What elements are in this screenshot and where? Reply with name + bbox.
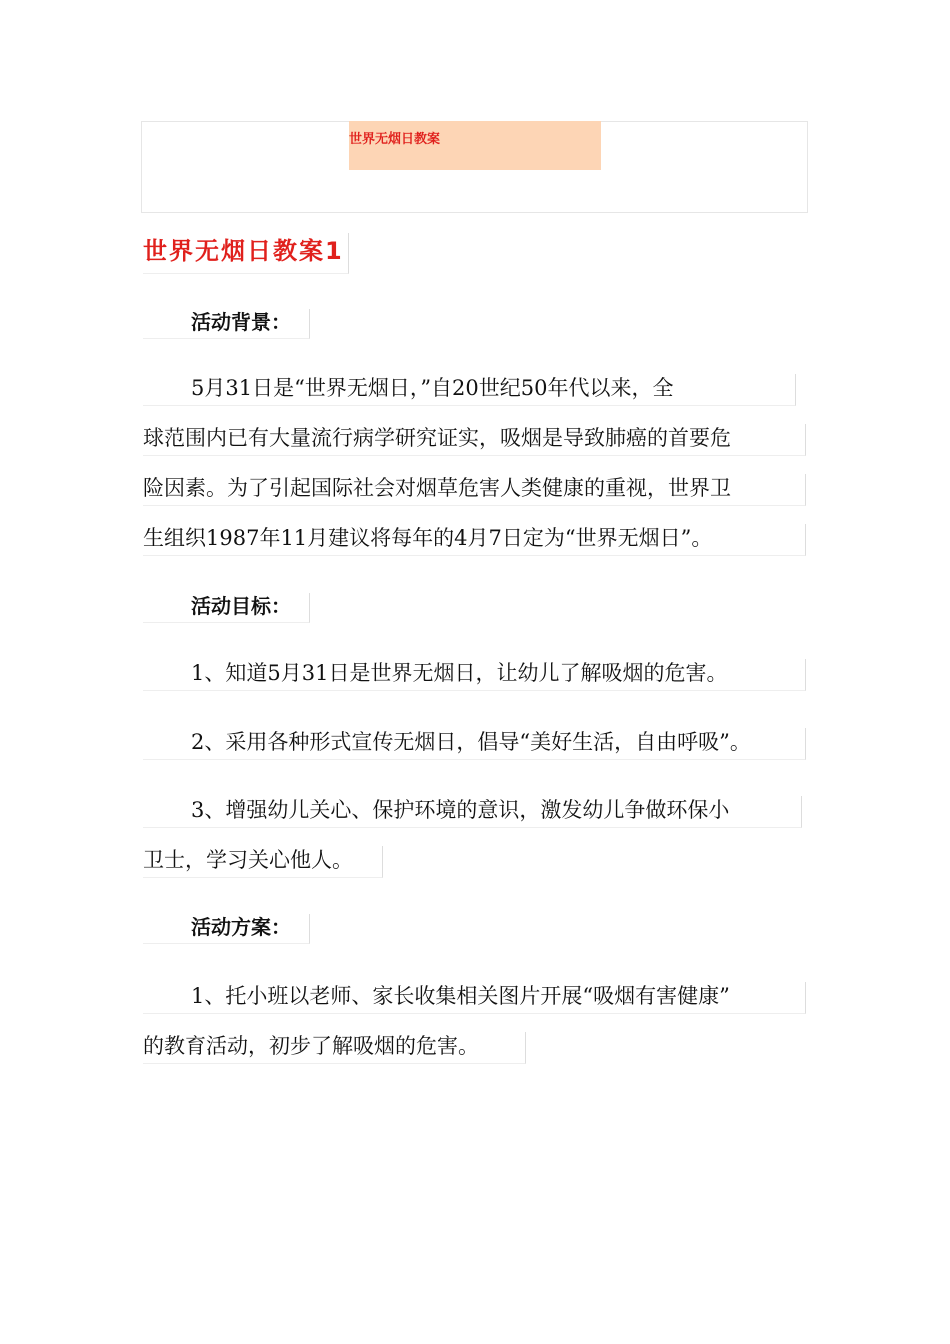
plan-item-line: 的教育活动，初步了解吸烟的危害。 [143,1032,526,1064]
document-title: 世界无烟日教案1 [143,233,349,274]
background-paragraph-line: 生组织1987年11月建议将每年的4月7日定为“世界无烟日”。 [143,524,806,556]
section-heading-plan: 活动方案： [143,914,310,944]
background-paragraph-line: 险因素。为了引起国际社会对烟草危害人类健康的重视，世界卫 [143,474,806,506]
section-heading-background: 活动背景： [143,309,310,339]
goal-item-line: 1、知道5月31日是世界无烟日，让幼儿了解吸烟的危害。 [143,659,806,691]
goal-item-line: 卫士，学习关心他人。 [143,846,383,878]
background-paragraph-line: 球范围内已有大量流行病学研究证实，吸烟是导致肺癌的首要危 [143,424,806,456]
goal-item-line: 2、采用各种形式宣传无烟日，倡导“美好生活，自由呼吸”。 [143,728,806,760]
section-heading-goals: 活动目标： [143,593,310,623]
goal-item-line: 3、增强幼儿关心、保护环境的意识，激发幼儿争做环保小 [143,796,802,828]
plan-item-line: 1、托小班以老师、家长收集相关图片开展“吸烟有害健康” [143,982,806,1014]
background-paragraph-line: 5月31日是“世界无烟日，”自20世纪50年代以来，全 [143,374,796,406]
header-label: 世界无烟日教案 [349,121,601,170]
